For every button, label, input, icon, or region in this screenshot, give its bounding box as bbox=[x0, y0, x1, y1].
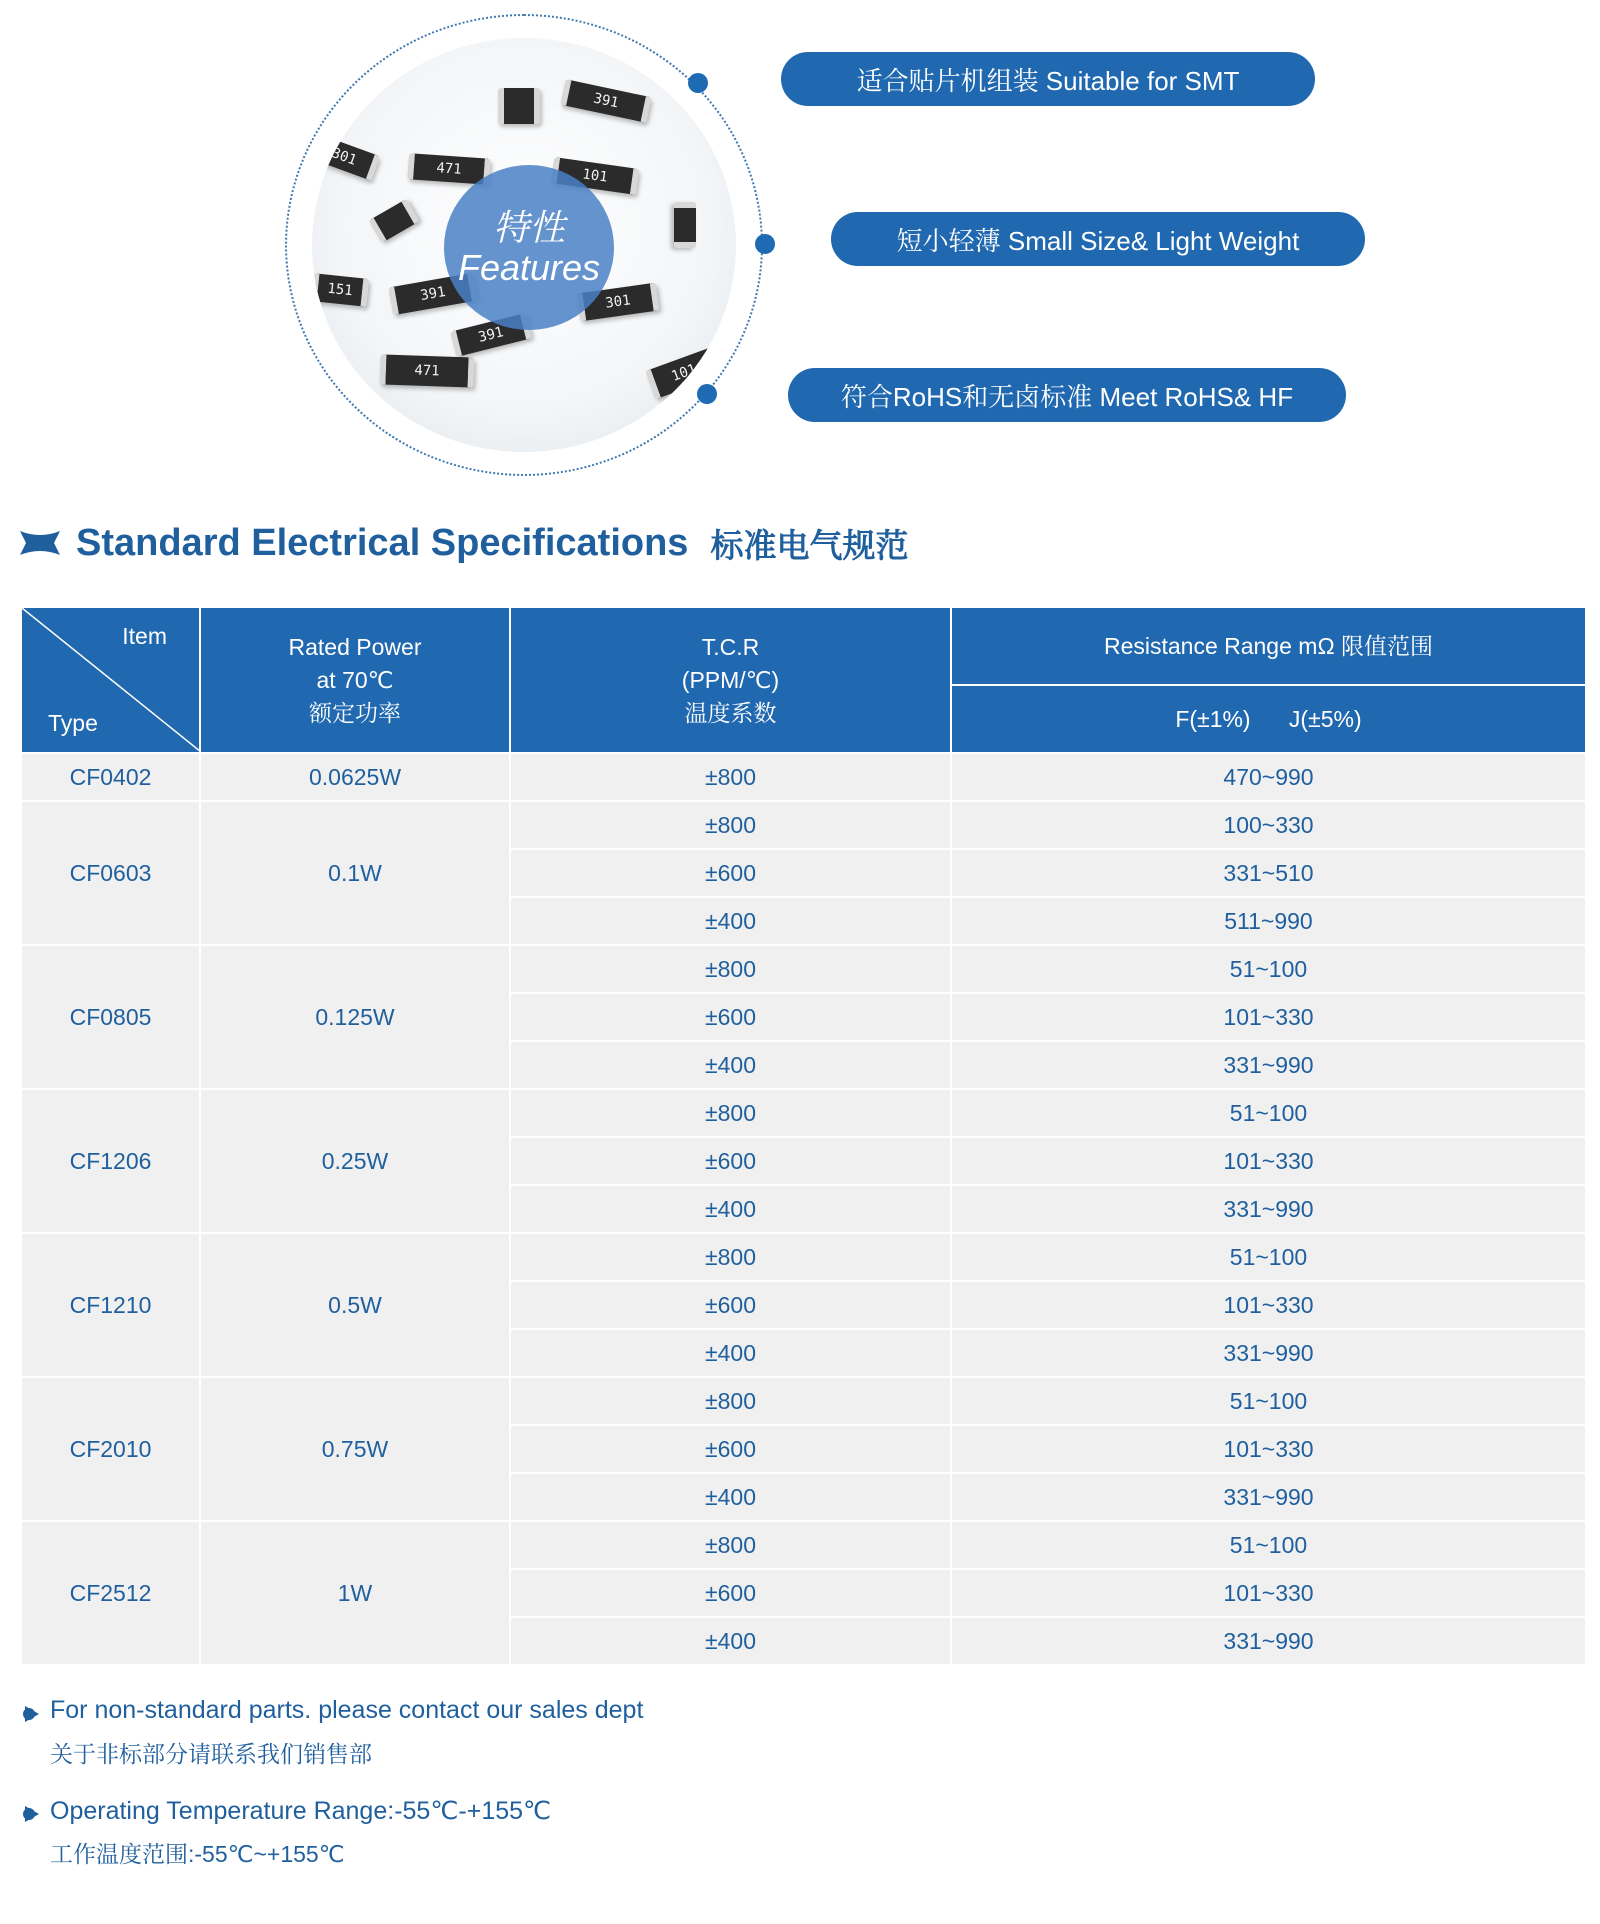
features-badge-cn: 特性 bbox=[492, 206, 565, 248]
header-line: 温度系数 bbox=[684, 699, 777, 726]
table-row bbox=[21, 1089, 1586, 1137]
cell-rated-power: 1W bbox=[200, 1521, 510, 1665]
cell-resistance-range: 101~330 bbox=[951, 1425, 1586, 1473]
chip-resistor: 101 bbox=[551, 157, 640, 195]
features-badge bbox=[444, 165, 614, 330]
chip-resistor: 301 bbox=[576, 283, 659, 322]
chip-resistor bbox=[368, 199, 419, 244]
cell-tcr: ±400 bbox=[510, 1329, 951, 1377]
chip-resistor: 471 bbox=[407, 153, 491, 185]
chip-resistor: 391 bbox=[560, 79, 651, 123]
chip-resistor bbox=[498, 88, 540, 124]
feature-dot bbox=[688, 73, 708, 93]
chip-resistor: 301 bbox=[312, 133, 380, 181]
header-rated-power bbox=[200, 607, 510, 753]
header-tolerance: F(±1%) J(±5%) bbox=[951, 685, 1586, 753]
header-line: T.C.R bbox=[701, 633, 760, 660]
spec-table-body bbox=[21, 753, 1586, 1665]
cell-tcr: ±800 bbox=[510, 945, 951, 993]
chip-resistor bbox=[674, 202, 696, 248]
cell-rated-power: 0.75W bbox=[200, 1377, 510, 1521]
cell-tcr: ±400 bbox=[510, 1617, 951, 1665]
note-cn: 关于非标部分请联系我们销售部 bbox=[50, 1741, 372, 1767]
cell-tcr: ±400 bbox=[510, 897, 951, 945]
feature-dot bbox=[755, 234, 775, 254]
cell-resistance-range: 331~990 bbox=[951, 1617, 1586, 1665]
features-hero bbox=[0, 0, 1600, 490]
table-row bbox=[21, 1377, 1586, 1425]
bullet-icon bbox=[22, 1704, 42, 1724]
cell-resistance-range: 331~990 bbox=[951, 1329, 1586, 1377]
cell-tcr: ±400 bbox=[510, 1041, 951, 1089]
table-row bbox=[21, 1233, 1586, 1281]
cell-resistance-range: 331~990 bbox=[951, 1041, 1586, 1089]
table-row bbox=[21, 1521, 1586, 1569]
note-cn: 工作温度范围:-55℃~+155℃ bbox=[50, 1841, 345, 1867]
cell-type: CF1206 bbox=[21, 1089, 200, 1233]
header-line: (PPM/℃) bbox=[681, 666, 780, 693]
cell-rated-power: 0.1W bbox=[200, 801, 510, 945]
cell-resistance-range: 101~330 bbox=[951, 1281, 1586, 1329]
chip-resistor: 101 bbox=[645, 347, 723, 400]
cell-tcr: ±800 bbox=[510, 1377, 951, 1425]
cell-tcr: ±600 bbox=[510, 993, 951, 1041]
feature-pill-size bbox=[831, 212, 1365, 266]
feature-label: 符合RoHS和无卤标准 Meet RoHS& HF bbox=[840, 381, 1294, 412]
cell-tcr: ±800 bbox=[510, 1521, 951, 1569]
cell-rated-power: 0.25W bbox=[200, 1089, 510, 1233]
cell-resistance-range: 51~100 bbox=[951, 1521, 1586, 1569]
cell-type: CF0805 bbox=[21, 945, 200, 1089]
feature-pill-smt bbox=[781, 52, 1315, 106]
cell-tcr: ±400 bbox=[510, 1185, 951, 1233]
section-title-cn: 标准电气规范 bbox=[710, 526, 909, 564]
chip-resistor: 391 bbox=[450, 313, 532, 357]
cell-tcr: ±800 bbox=[510, 1233, 951, 1281]
cell-resistance-range: 51~100 bbox=[951, 1377, 1586, 1425]
feature-dot bbox=[697, 384, 717, 404]
feature-label: 短小轻薄 Small Size& Light Weight bbox=[896, 225, 1300, 256]
cell-tcr: ±800 bbox=[510, 753, 951, 801]
table-row bbox=[21, 945, 1586, 993]
chip-resistor: 151 bbox=[312, 273, 369, 307]
features-badge-en: Features bbox=[457, 246, 601, 288]
cell-tcr: ±800 bbox=[510, 801, 951, 849]
cell-tcr: ±600 bbox=[510, 1281, 951, 1329]
cell-resistance-range: 51~100 bbox=[951, 1233, 1586, 1281]
cell-resistance-range: 101~330 bbox=[951, 1569, 1586, 1617]
table-row bbox=[21, 801, 1586, 849]
cell-tcr: ±400 bbox=[510, 1473, 951, 1521]
note-en: For non-standard parts. please contact our sales dept bbox=[50, 1696, 644, 1724]
header-resistance-range: Resistance Range mΩ 限值范围 bbox=[951, 607, 1586, 685]
header-line: Rated Power bbox=[288, 633, 422, 660]
chip-resistor: 471 bbox=[380, 354, 475, 387]
ribbon-icon bbox=[20, 529, 60, 557]
feature-label: 适合贴片机组装 Suitable for SMT bbox=[856, 65, 1240, 96]
cell-resistance-range: 470~990 bbox=[951, 753, 1586, 801]
spec-table bbox=[20, 606, 1587, 1666]
section-title: Standard Electrical Specifications bbox=[76, 521, 689, 564]
cell-type: CF0603 bbox=[21, 801, 200, 945]
cell-type: CF1210 bbox=[21, 1233, 200, 1377]
cell-resistance-range: 331~990 bbox=[951, 1473, 1586, 1521]
cell-resistance-range: 331~990 bbox=[951, 1185, 1586, 1233]
cell-type: CF2010 bbox=[21, 1377, 200, 1521]
cell-resistance-range: 511~990 bbox=[951, 897, 1586, 945]
cell-tcr: ±600 bbox=[510, 1425, 951, 1473]
cell-type: CF2512 bbox=[21, 1521, 200, 1665]
header-line: at 70℃ bbox=[316, 666, 394, 693]
cell-resistance-range: 51~100 bbox=[951, 945, 1586, 993]
header-item: Item bbox=[122, 623, 167, 649]
bullet-icon bbox=[22, 1804, 42, 1824]
table-row bbox=[21, 753, 1586, 801]
cell-resistance-range: 51~100 bbox=[951, 1089, 1586, 1137]
cell-type: CF0402 bbox=[21, 753, 200, 801]
feature-pill-rohs bbox=[788, 368, 1346, 422]
cell-rated-power: 0.0625W bbox=[200, 753, 510, 801]
cell-tcr: ±600 bbox=[510, 849, 951, 897]
section-heading bbox=[20, 518, 908, 568]
chip-resistor: 391 bbox=[388, 273, 478, 316]
cell-tcr: ±600 bbox=[510, 1137, 951, 1185]
cell-resistance-range: 331~510 bbox=[951, 849, 1586, 897]
cell-rated-power: 0.5W bbox=[200, 1233, 510, 1377]
header-line: 额定功率 bbox=[309, 699, 401, 726]
cell-tcr: ±600 bbox=[510, 1569, 951, 1617]
header-item-type bbox=[21, 607, 200, 753]
header-type: Type bbox=[48, 710, 98, 736]
cell-resistance-range: 100~330 bbox=[951, 801, 1586, 849]
header-tcr bbox=[510, 607, 951, 753]
cell-rated-power: 0.125W bbox=[200, 945, 510, 1089]
cell-tcr: ±800 bbox=[510, 1089, 951, 1137]
cell-resistance-range: 101~330 bbox=[951, 993, 1586, 1041]
cell-resistance-range: 101~330 bbox=[951, 1137, 1586, 1185]
note-en: Operating Temperature Range:-55℃-+155℃ bbox=[50, 1797, 552, 1825]
